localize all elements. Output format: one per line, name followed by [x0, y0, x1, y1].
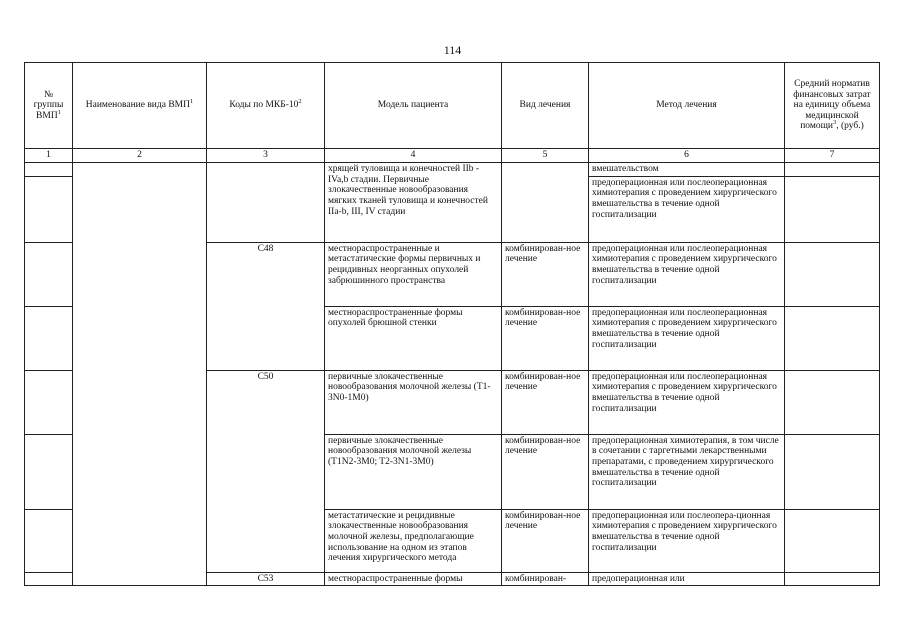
column-number: 5	[502, 149, 589, 163]
treatment-type-cell: комбинирован-ное лечение	[502, 370, 589, 434]
treatment-type-cell: комбинирован-ное лечение	[502, 306, 589, 370]
group-number-cell	[25, 176, 73, 242]
icd-code-cell	[207, 163, 325, 243]
cost-cell	[785, 509, 880, 572]
treatment-type-cell: комбинирован-ное лечение	[502, 509, 589, 572]
patient-model-cell: первичные злокачественные новообразования молочной железы (T1N2-3M0; T2-3N1-3M0)	[325, 434, 502, 509]
table-row	[25, 163, 880, 177]
cost-cell	[785, 306, 880, 370]
treatment-method-cell: предоперационная или послеопера-ционная химиотерапия с проведением хирургического вмешательства в течение одной госпитализации	[589, 509, 785, 572]
cost-cell	[785, 176, 880, 242]
header-treatment-method: Метод лечения	[589, 63, 785, 149]
column-number: 2	[73, 149, 207, 163]
group-number-cell	[25, 434, 73, 509]
group-number-cell	[25, 163, 73, 177]
column-number: 4	[325, 149, 502, 163]
page-number: 114	[443, 43, 462, 57]
group-number-cell	[25, 509, 73, 572]
group-number-cell	[25, 370, 73, 434]
icd-code-cell: C50	[207, 370, 325, 572]
treatment-type-cell: комбинирован-ное лечение	[502, 434, 589, 509]
treatment-type-cell	[502, 163, 589, 243]
treatment-method-cell: предоперационная или	[589, 572, 785, 586]
icd-code-cell: C48	[207, 242, 325, 370]
header-group-number: № группы ВМП$^1$	[25, 63, 73, 149]
header-vmp-name: Наименование вида ВМП$^1$	[73, 63, 207, 149]
treatment-method-cell: предоперационная или послеоперационная химиотерапия с проведением хирургического вмешательства в течение одной госпитализации	[589, 242, 785, 306]
group-number-cell	[25, 242, 73, 306]
patient-model-cell: хрящей туловища и конечностей IIb - IVa,b стадии. Первичные злокачественные новообразования мягких тканей туловища и конечностей IIa-b, III, IV стадии	[325, 163, 502, 243]
patient-model-cell: местнораспространенные и метастатические формы первичных и рецидивных неорганных опухолей забрюшинного пространства	[325, 242, 502, 306]
header-treatment-type: Вид лечения	[502, 63, 589, 149]
vmp-name-cell	[73, 163, 207, 586]
treatment-type-cell: комбинирован-ное лечение	[502, 242, 589, 306]
header-patient-model: Модель пациента	[325, 63, 502, 149]
cost-cell	[785, 242, 880, 306]
treatment-method-cell: предоперационная или послеоперационная химиотерапия с проведением хирургического вмешательства в течение одной госпитализации	[589, 176, 785, 242]
treatment-method-cell: предоперационная или послеоперационная химиотерапия с проведением хирургического вмешательства в течение одной госпитализации	[589, 306, 785, 370]
patient-model-cell: метастатические и рецидивные злокачественные новообразования молочной железы, предполагающие использование на одном из этапов лечения хирургического метода	[325, 509, 502, 572]
column-number: 7	[785, 149, 880, 163]
patient-model-cell: первичные злокачественные новообразования молочной железы (T1-3N0-1M0)	[325, 370, 502, 434]
patient-model-cell: местнораспространенные формы	[325, 572, 502, 586]
column-number: 3	[207, 149, 325, 163]
cost-cell	[785, 434, 880, 509]
treatment-method-cell: вмешательством	[589, 163, 785, 177]
cost-cell	[785, 572, 880, 586]
cost-cell	[785, 163, 880, 177]
treatment-type-cell: комбинирован-	[502, 572, 589, 586]
header-average-cost: Средний норматив финансовых затрат на единицу объема медицинской помощи$^3$, (руб.)	[785, 63, 880, 149]
group-number-cell	[25, 572, 73, 586]
treatment-method-cell: предоперационная или послеоперационная химиотерапия с проведением хирургического вмешательства в течение одной госпитализации	[589, 370, 785, 434]
vmp-table	[24, 62, 880, 586]
header-row	[25, 63, 880, 149]
header-icd-codes: Коды по МКБ-$10^2$	[207, 63, 325, 149]
column-number: 6	[589, 149, 785, 163]
column-number: 1	[25, 149, 73, 163]
group-number-cell	[25, 306, 73, 370]
column-number-row	[25, 149, 880, 163]
icd-code-cell: C53	[207, 572, 325, 586]
cost-cell	[785, 370, 880, 434]
treatment-method-cell: предоперационная химиотерапия, в том числе в сочетании с таргетными лекарственными препаратами, с проведением хирургического вмешательства в течение одной госпитализации	[589, 434, 785, 509]
patient-model-cell: местнораспространенные формы опухолей брюшной стенки	[325, 306, 502, 370]
